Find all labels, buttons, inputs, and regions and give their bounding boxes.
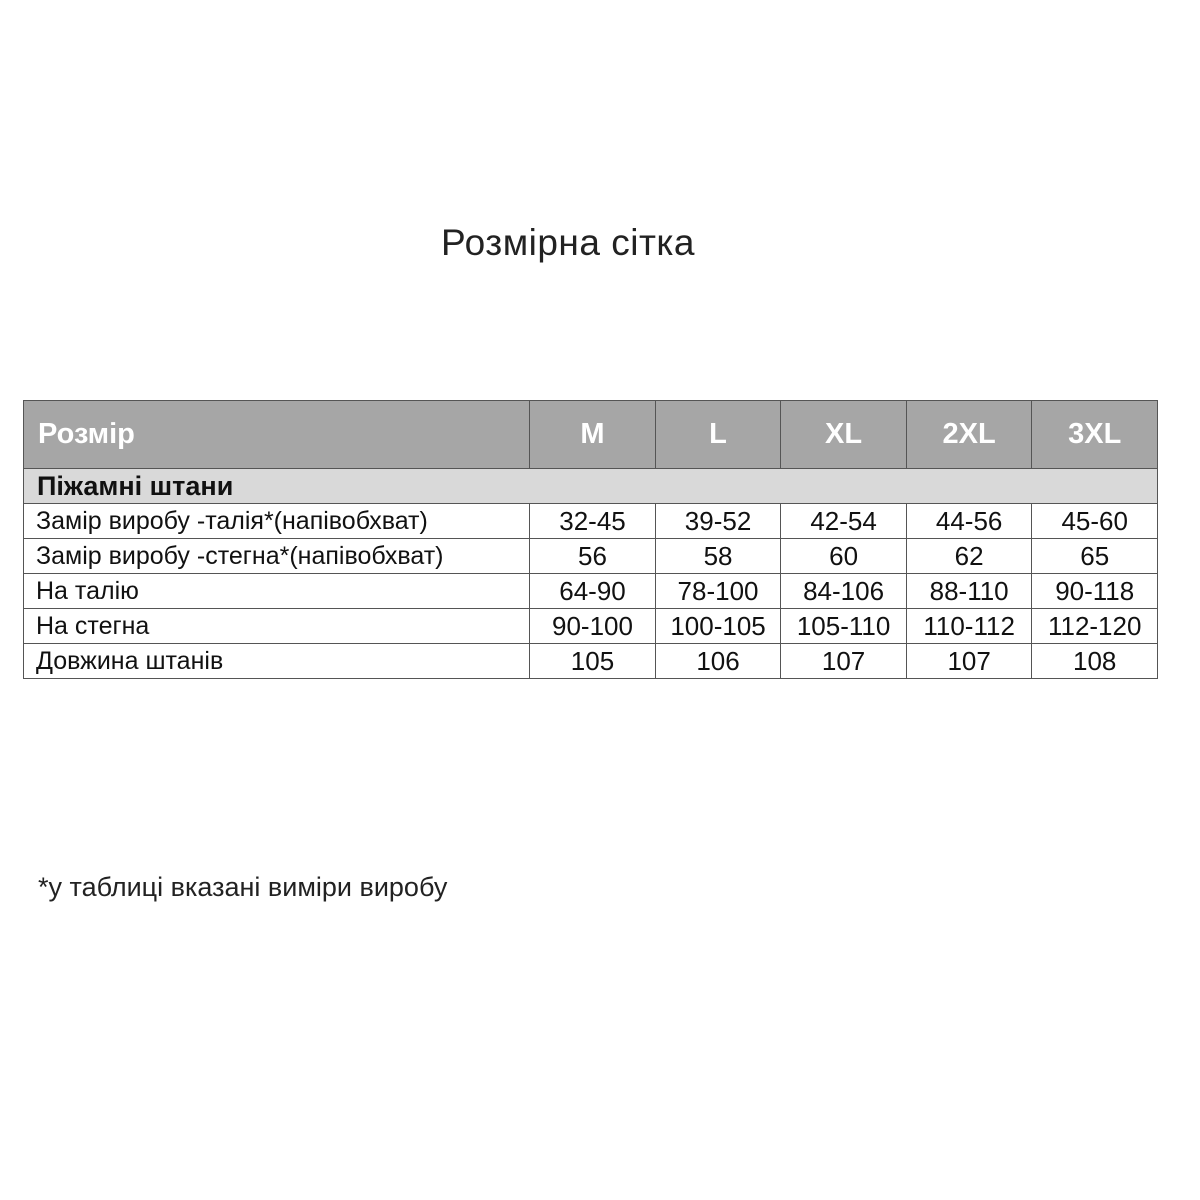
table-row <box>24 574 1158 609</box>
table-cell: 65 <box>1032 539 1158 574</box>
footnote: *у таблиці вказані виміри виробу <box>38 872 448 902</box>
size-header-2xl: 2XL <box>906 401 1032 469</box>
table-header-row <box>24 401 1158 469</box>
table-cell: 112-120 <box>1032 609 1158 644</box>
table-cell: 90-118 <box>1032 574 1158 609</box>
row-label: Замір виробу -стегна*(напівобхват) <box>24 539 530 574</box>
table-cell: 64-90 <box>530 574 656 609</box>
table-cell: 58 <box>655 539 781 574</box>
table-row <box>24 504 1158 539</box>
table-cell: 107 <box>906 644 1032 679</box>
row-label: Довжина штанів <box>24 644 530 679</box>
table-cell: 39-52 <box>655 504 781 539</box>
table-cell: 42-54 <box>781 504 907 539</box>
page-title: Розмірна сітка <box>441 222 695 263</box>
table-cell: 107 <box>781 644 907 679</box>
header-label: Розмір <box>24 401 530 469</box>
table-cell: 60 <box>781 539 907 574</box>
table-cell: 105 <box>530 644 656 679</box>
row-label: Замір виробу -талія*(напівобхват) <box>24 504 530 539</box>
size-chart-table <box>23 400 1158 679</box>
size-header-l: L <box>655 401 781 469</box>
table-cell: 62 <box>906 539 1032 574</box>
section-title: Піжамні штани <box>24 469 1158 504</box>
section-row <box>24 469 1158 504</box>
table-cell: 110-112 <box>906 609 1032 644</box>
table-cell: 44-56 <box>906 504 1032 539</box>
table-cell: 100-105 <box>655 609 781 644</box>
row-label: На талію <box>24 574 530 609</box>
table-cell: 32-45 <box>530 504 656 539</box>
size-header-m: M <box>530 401 656 469</box>
table-cell: 106 <box>655 644 781 679</box>
table-cell: 56 <box>530 539 656 574</box>
table-cell: 78-100 <box>655 574 781 609</box>
table-cell: 84-106 <box>781 574 907 609</box>
table-row <box>24 539 1158 574</box>
size-header-3xl: 3XL <box>1032 401 1158 469</box>
table-cell: 108 <box>1032 644 1158 679</box>
row-label: На стегна <box>24 609 530 644</box>
table-cell: 90-100 <box>530 609 656 644</box>
table-row <box>24 644 1158 679</box>
table-cell: 45-60 <box>1032 504 1158 539</box>
size-header-xl: XL <box>781 401 907 469</box>
table-cell: 105-110 <box>781 609 907 644</box>
table-row <box>24 609 1158 644</box>
table-cell: 88-110 <box>906 574 1032 609</box>
